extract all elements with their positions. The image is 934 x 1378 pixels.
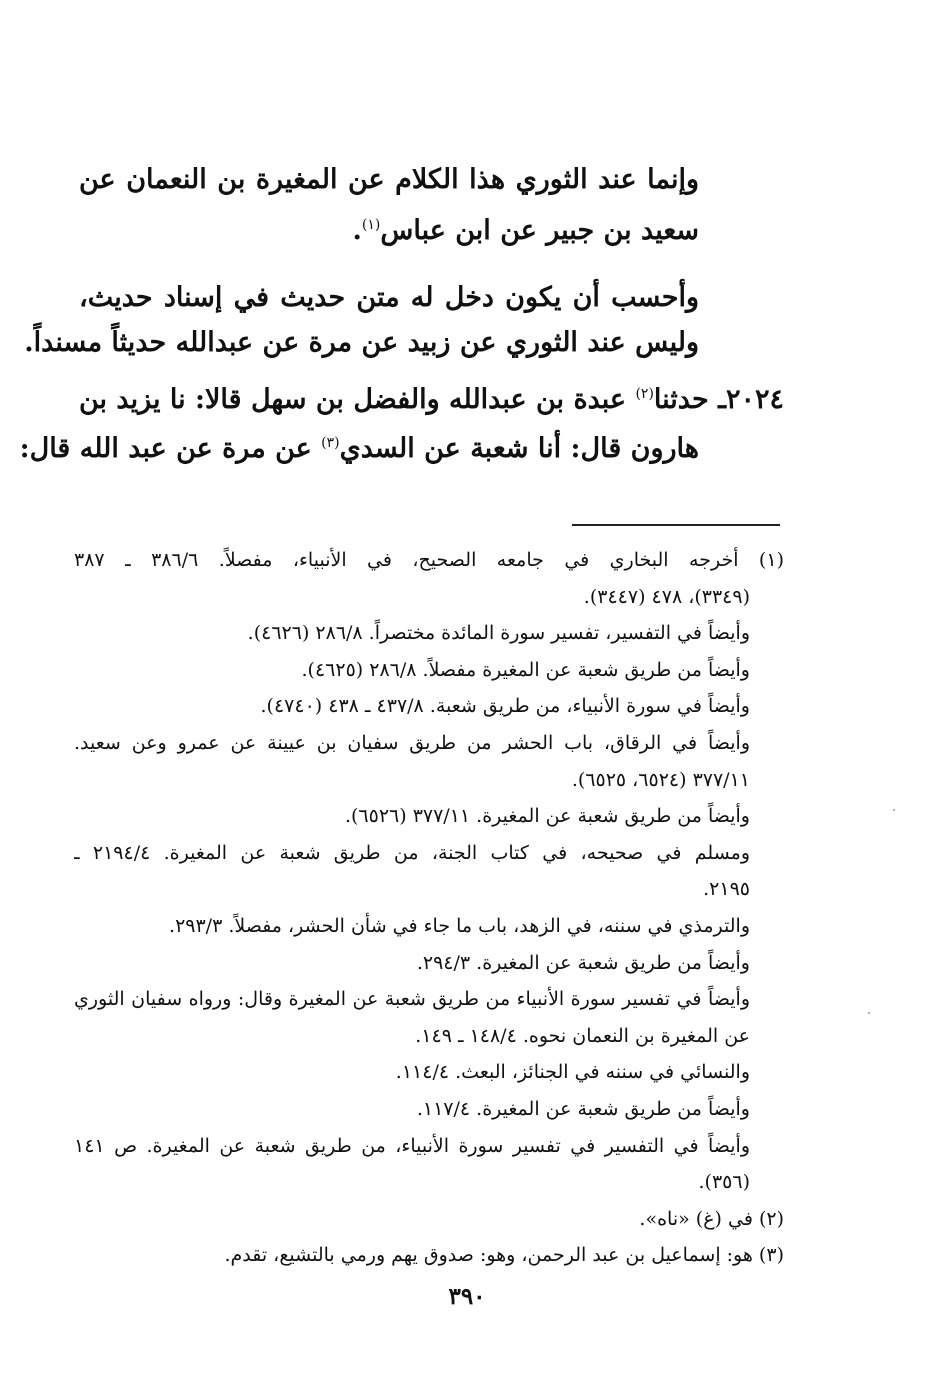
hadith-paragraph: [19, 384, 784, 464]
scan-speck: [893, 809, 895, 811]
footnote-line: (٣٥٦).: [698, 1171, 750, 1194]
footnote-line: وأيضاً من طريق شعبة عن المغيرة. ٣٧٧/١١ (٦٥٢٦).: [344, 805, 750, 828]
footnote-line: وأيضاً في التفسير في تفسير سورة الأنبياء، من طريق شعبة عن المغيرة. ص ١٤١: [74, 1134, 750, 1157]
footnote-line: والترمذي في سننه، في الزهد، باب ما جاء في شأن الحشر، مفصلاً. ٢٩٣/٣.: [169, 914, 750, 937]
hadith-line-1: [79, 385, 784, 415]
footnote-line: ومسلم في صحيحه، في كتاب الجنة، من طريق شعبة عن المغيرة. ٢١٩٤/٤ ـ: [74, 841, 751, 864]
footnote-line: وأيضاً من طريق شعبة عن المغيرة مفصلاً. ٢٨٦/٨ (٤٦٢٥).: [301, 658, 750, 681]
footnote-ref-3: (٣): [321, 435, 340, 451]
footnote-separator: [572, 524, 780, 526]
hadith-text: هارون قال: أنا شعبة عن السدي: [339, 433, 699, 464]
footnote-line: وأيضاً في التفسير، تفسير سورة المائدة مختصراً. ٢٨٦/٨ (٤٦٢٦).: [247, 622, 750, 645]
footnote-line: (٢) في (غ) «ناه».: [639, 1207, 784, 1230]
footnotes: [74, 542, 784, 1274]
hadith-line-2: [19, 433, 784, 464]
footnote-ref-2: (٢): [635, 386, 654, 402]
main-line: وليس عند الثوري عن زبيد عن مرة عن عبدالله حديثاً مسنداً.: [24, 327, 699, 358]
main-paragraph-1: [79, 165, 699, 246]
hadith-number: ٢٠٢٤: [725, 384, 784, 415]
hadith-text: ـ حدثنا: [653, 384, 726, 415]
footnote-line: وأيضاً في سورة الأنبياء، من طريق شعبة. ٤٣٧/٨ ـ ٤٣٨ (٤٧٤٠).: [260, 695, 750, 718]
main-paragraph-2: [24, 282, 699, 358]
footnote-line: وأيضاً من طريق شعبة عن المغيرة. ١١٧/٤.: [416, 1097, 750, 1120]
footnote-line: وأيضاً من طريق شعبة عن المغيرة. ٢٩٤/٣.: [416, 951, 750, 974]
footnote-line: وأيضاً في الرقاق، باب الحشر من طريق سفيان بن عيينة عن عمرو وعن سعيد.: [74, 731, 750, 754]
footnote-line: عن المغيرة بن النعمان نحوه. ١٤٨/٤ ـ ١٤٩.: [415, 1024, 750, 1047]
hadith-text: عن مرة عن عبد الله قال:: [19, 433, 312, 464]
line-end-punct: .: [352, 215, 362, 246]
main-line: وإنما عند الثوري هذا الكلام عن المغيرة بن النعمان عن: [79, 164, 699, 195]
page-number: ٣٩٠: [448, 1283, 486, 1310]
footnote-ref-1: (١): [361, 217, 381, 233]
footnote-line: (٣٣٤٩)، ٤٧٨ (٣٤٤٧).: [583, 585, 750, 608]
footnote-line: والنسائي في سننه في الجنائز، البعث. ١١٤/٤.: [395, 1061, 750, 1084]
main-line: وأحسب أن يكون دخل له متن حديث في إسناد حديث،: [79, 282, 699, 313]
main-line-text: سعيد بن جبير عن ابن عباس: [380, 215, 699, 246]
hadith-text: عبدة بن عبدالله والفضل بن سهل قالا: نا يزيد بن: [78, 384, 627, 415]
footnote-line: وأيضاً في تفسير سورة الأنبياء من طريق شعبة عن المغيرة وقال: ورواه سفيان الثوري: [74, 988, 750, 1011]
main-line: [79, 216, 699, 246]
footnote-line: ٣٧٧/١١ (٦٥٢٤، ٦٥٢٥).: [571, 768, 750, 791]
footnote-line: (٣) هو: إسماعيل بن عبد الرحمن، وهو: صدوق يهم ورمي بالتشيع، تقدم.: [224, 1244, 784, 1267]
footnote-line: (١) أخرجه البخاري في جامعه الصحيح، في الأنبياء، مفصلاً. ٣٨٦/٦ ـ ٣٨٧: [74, 549, 784, 571]
footnote-line: ٢١٩٥.: [703, 878, 750, 901]
scan-speck: [868, 1012, 870, 1014]
